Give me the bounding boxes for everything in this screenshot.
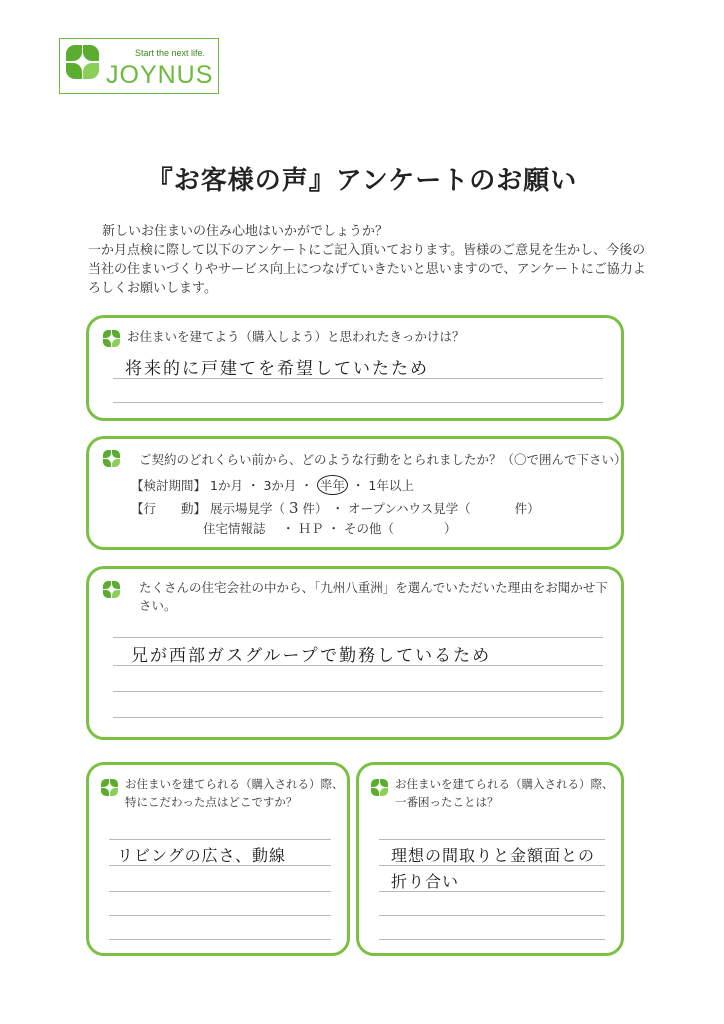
separator: ・ [327, 521, 341, 536]
answer-line [379, 915, 605, 916]
logo-leaf-icon [83, 45, 99, 61]
question-box-1 [86, 315, 624, 421]
logo-leaf-icon [66, 45, 82, 61]
leaf-bullet-icon [371, 779, 389, 797]
option-1-month: 1か月 [210, 478, 243, 493]
answer-line [379, 891, 605, 892]
action-label: 【行 動】 [131, 501, 207, 516]
handwritten-answer: 将来的に戸建てを希望していたため [125, 359, 429, 379]
answer-line [113, 378, 603, 379]
question-box-2 [86, 436, 627, 550]
separator: ・ [246, 478, 260, 493]
action-row [131, 499, 540, 517]
period-row [131, 475, 414, 495]
option-other: その他（ ） [344, 521, 457, 536]
answer-line [109, 915, 331, 916]
openhouse-unit: 件） [514, 501, 540, 516]
period-label: 【検討期間】 [131, 478, 207, 493]
answer-line [379, 839, 605, 840]
handwritten-answer-line-1: 理想の間取りと金額面との [391, 846, 596, 865]
answer-line [379, 865, 605, 866]
leaf-bullet-icon [101, 779, 119, 797]
answer-line [109, 839, 331, 840]
question-box-4 [86, 762, 350, 956]
logo-name: JOYNUS [106, 61, 214, 89]
question-box-3 [86, 566, 624, 740]
intro-text [88, 222, 648, 298]
answer-line [109, 939, 331, 940]
answer-line [113, 637, 603, 638]
separator: ・ [331, 501, 345, 516]
intro-paragraph: 一か月点検に際して以下のアンケートにご記入頂いております。皆様のご意見を生かし、今後の当社の住まいづくりやサービス向上につなげていきたいと思いますので、アンケートにご協力よろしくお願いします。 [88, 243, 646, 296]
answer-line [113, 691, 603, 692]
leaf-bullet-icon [103, 581, 121, 599]
question-text: お住まいを建てよう（購入しよう）と思われたきっかけは？ [127, 329, 465, 344]
question-text: お住まいを建てられる（購入される）際、一番困ったことは？ [395, 777, 614, 809]
option-half-year-circled: 半年 [317, 475, 348, 495]
openhouse-label: オープンハウス見学（ [348, 501, 471, 516]
separator: ・ [282, 521, 295, 536]
option-1-year-plus: 1年以上 [368, 478, 414, 493]
leaf-bullet-icon [103, 450, 121, 468]
showroom-label: 展示場見学（ [210, 501, 286, 516]
logo-leaf-icon [83, 63, 99, 79]
separator: ・ [300, 478, 313, 493]
answer-line [113, 402, 603, 403]
answer-line [113, 717, 603, 718]
question-text: たくさんの住宅会社の中から、「九州八重洲」を選んでいただいた理由をお聞かせ下さい。 [139, 580, 608, 613]
showroom-count: 3 [289, 499, 299, 517]
option-hp: ＨＰ [298, 521, 324, 536]
option-magazine: 住宅情報誌 [203, 521, 266, 536]
question-text: ご契約のどれくらい前から、どのような行動をとられましたか？（〇で囲んで下さい） [139, 452, 627, 467]
question-text: お住まいを建てられる（購入される）際、特にこだわった点はどこですか？ [125, 777, 344, 809]
handwritten-answer: 兄が西部ガスグループで勤務しているため [131, 646, 492, 666]
answer-line [113, 665, 603, 666]
page-title: 『お客様の声』アンケートのお願い [146, 166, 578, 196]
intro-line: 新しいお住まいの住み心地はいかがでしょうか？ [102, 224, 389, 239]
separator: ・ [351, 478, 365, 493]
handwritten-answer-line-2: 折り合い [391, 872, 460, 891]
leaf-bullet-icon [103, 330, 121, 348]
answer-line [109, 891, 331, 892]
company-logo [59, 38, 219, 94]
answer-line [109, 865, 331, 866]
option-3-months: 3か月 [263, 478, 297, 493]
handwritten-answer: リビングの広さ、動線 [117, 846, 287, 865]
action-row-2 [203, 519, 457, 537]
showroom-unit: 件） [302, 501, 328, 516]
logo-leaf-icon [66, 63, 82, 79]
question-box-5 [356, 762, 624, 956]
answer-line [379, 939, 605, 940]
logo-tagline: Start the next life. [135, 48, 206, 58]
